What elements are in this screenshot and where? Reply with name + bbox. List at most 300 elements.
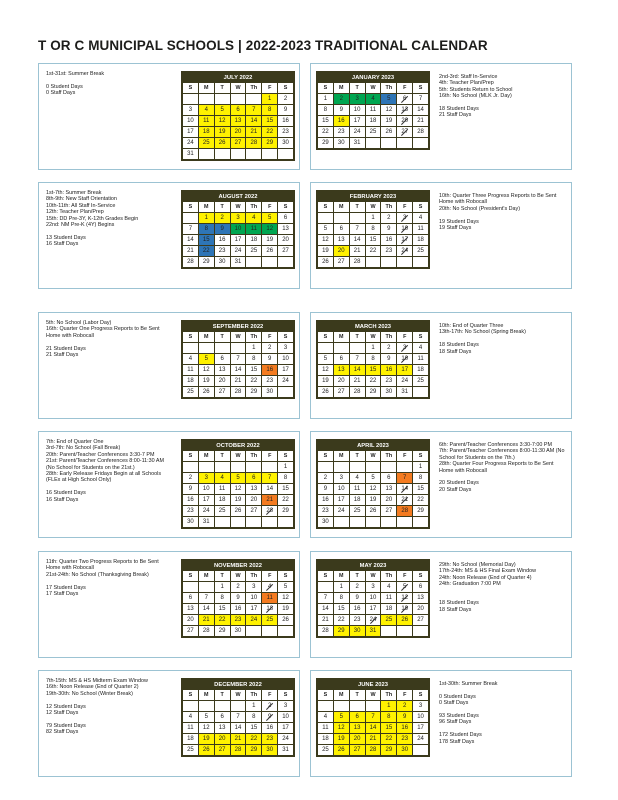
day-cell: 9 [262,354,277,364]
day-cell: 17 [334,495,349,505]
month-notes [439,681,567,745]
day-cell: 18 [381,604,396,614]
day-cell: 12 [262,224,277,234]
day-cell: 18 [215,495,230,505]
day-cell: 15 [318,116,333,126]
day-cell: 14 [318,604,333,614]
month-panel-july [38,63,300,170]
day-cell: 9 [183,484,198,494]
weekday-header: S [278,202,293,212]
note-line: 28th: Early Release Fridays Begin at all Schools (FLEx at High School Only) [46,471,162,484]
day-cell: 27 [381,506,396,516]
day-cell: 10 [350,105,365,115]
weekday-header: W [366,690,381,700]
month-panel-november [38,551,300,658]
day-cell: 19 [397,604,412,614]
day-cell: 1 [366,213,381,223]
month-title: NOVEMBER 2022 [213,563,262,569]
day-cell: 15 [199,235,214,245]
day-cell [381,257,396,267]
note-line: 7th-15th: MS & HS Midterm Exam Window [46,678,148,684]
note-line: 10th: End of Quarter Three [439,323,504,329]
day-cell: 8 [246,712,261,722]
day-cell: 16 [262,365,277,375]
note-line: 12th: Teacher Plan/Prep [46,209,104,216]
day-cell: 26 [334,745,349,755]
weekday-header: W [366,332,381,342]
day-grid [183,690,293,755]
day-cell: 27 [278,246,293,256]
note-line: 13th-17th: No School (Spring Break) [439,329,526,336]
weekday-header: Th [246,451,261,461]
day-cell: 19 [366,495,381,505]
day-cell [334,701,349,711]
day-cell: 26 [366,506,381,516]
month-panel-january [310,63,572,170]
day-cell: 15 [278,484,293,494]
weekday-header: M [334,202,349,212]
day-cell: 9 [278,105,293,115]
day-cell: 30 [262,387,277,397]
day-cell: 13 [334,365,349,375]
day-cell: 29 [381,745,396,755]
day-grid [183,202,293,267]
note-line: 21 Student Days [46,345,86,352]
day-cell: 2 [381,343,396,353]
note-line: 4th: Teacher Plan/Prep [439,80,494,87]
weekday-header: S [278,451,293,461]
day-cell: 12 [215,116,230,126]
day-cell: 14 [231,723,246,733]
day-cell: 10 [397,354,412,364]
weekday-header: M [199,571,214,581]
day-cell: 25 [381,615,396,625]
weekday-header: W [231,451,246,461]
note-line: 20 Student Days [439,480,479,487]
day-cell: 14 [397,484,412,494]
note-line: 21st-24th: No School (Thanksgiving Break) [46,571,149,578]
note-line: 24th: Noon Release (End of Quarter 4) [439,574,532,581]
note-line: 7th: Parent/Teacher Conferences 8:00-11:30 AM (No School for Students on the 7th.) [439,448,565,461]
day-cell [231,701,246,711]
day-cell: 3 [199,473,214,483]
day-cell: 3 [350,94,365,104]
day-cell: 15 [262,116,277,126]
day-cell: 16 [318,495,333,505]
day-cell [366,138,381,148]
note-line: 16th: No School (MLK Jr. Day) [439,93,512,100]
day-cell [183,462,198,472]
month-title: DECEMBER 2022 [214,682,262,688]
note-line: 19 Staff Days [439,225,472,232]
day-cell: 3 [278,701,293,711]
day-cell: 5 [215,105,230,115]
day-cell: 18 [246,235,261,245]
day-cell [231,94,246,104]
day-cell: 9 [262,712,277,722]
weekday-header: W [231,83,246,93]
day-cell: 10 [334,484,349,494]
day-cell [183,213,198,223]
month-calendar [181,678,295,757]
day-cell: 1 [246,343,261,353]
day-cell: 20 [183,615,198,625]
day-cell: 23 [278,127,293,137]
weekday-header: S [183,451,198,461]
day-cell: 15 [413,484,428,494]
day-cell [334,462,349,472]
day-cell: 2 [334,94,349,104]
note-line: 82 Staff Days [46,729,79,736]
day-cell: 2 [262,343,277,353]
weekday-header: F [397,571,412,581]
month-title: OCTOBER 2022 [216,443,260,449]
note-line: 3rd-7th: No School (Fall Break) [46,445,121,452]
note-line: 17 Student Days [46,584,86,591]
weekday-header: T [350,571,365,581]
note-line: 178 Staff Days [439,738,475,745]
note-line: 21 Staff Days [46,352,79,359]
day-cell: 6 [397,94,412,104]
day-cell [246,149,261,159]
note-line: 7th: End of Quarter One [46,439,104,445]
day-cell: 14 [262,484,277,494]
note-line: 10th-11th: All Staff In-Service [46,202,116,209]
weekday-header: Th [246,83,261,93]
day-cell [381,138,396,148]
note-line: 12 Student Days [46,703,86,710]
day-cell: 25 [350,506,365,516]
day-cell: 11 [413,354,428,364]
day-cell: 11 [318,723,333,733]
note-line: 17 Staff Days [46,591,79,598]
day-cell: 26 [215,138,230,148]
month-calendar [316,559,430,638]
day-cell: 10 [183,116,198,126]
day-cell: 24 [334,506,349,516]
day-cell: 5 [366,473,381,483]
day-cell: 30 [262,745,277,755]
day-cell: 15 [381,723,396,733]
day-cell: 6 [413,582,428,592]
month-notes [439,323,567,355]
day-cell: 31 [278,745,293,755]
day-cell: 23 [231,615,246,625]
day-cell: 20 [246,495,261,505]
weekday-header: T [350,83,365,93]
day-cell: 8 [278,473,293,483]
note-line: 172 Student Days [439,732,482,739]
day-cell: 16 [262,723,277,733]
weekday-header: S [278,571,293,581]
day-cell: 11 [262,593,277,603]
weekday-header: M [199,202,214,212]
day-cell: 10 [231,224,246,234]
day-cell: 1 [199,213,214,223]
weekday-header: W [231,332,246,342]
note-line: 21st: Parent/Teacher Conferences 8:00-11:30 AM (No School for Students on the 21st.) [46,458,164,471]
day-grid [183,571,293,636]
day-cell: 7 [350,354,365,364]
day-cell: 15 [366,365,381,375]
weekday-header: S [413,332,428,342]
day-cell: 27 [215,387,230,397]
day-cell [231,517,246,527]
weekday-header: M [199,83,214,93]
day-cell [215,149,230,159]
day-cell: 22 [199,246,214,256]
day-cell: 14 [231,365,246,375]
day-cell: 10 [278,712,293,722]
day-cell: 24 [366,615,381,625]
day-cell: 22 [366,246,381,256]
day-cell: 31 [183,149,198,159]
day-cell: 2 [231,582,246,592]
day-cell: 21 [413,116,428,126]
month-calendar [181,439,295,529]
day-cell: 28 [350,257,365,267]
weekday-header: F [262,451,277,461]
day-cell [334,517,349,527]
weekday-header: S [183,83,198,93]
weekday-header: S [318,332,333,342]
day-cell [199,94,214,104]
day-cell: 19 [262,235,277,245]
day-cell: 29 [246,387,261,397]
day-cell: 30 [397,745,412,755]
day-cell: 1 [246,701,261,711]
day-cell: 22 [246,376,261,386]
day-cell [215,701,230,711]
day-cell: 21 [183,246,198,256]
day-cell [334,213,349,223]
day-cell [231,462,246,472]
day-cell: 13 [246,484,261,494]
day-cell: 8 [318,105,333,115]
day-cell: 28 [318,626,333,636]
day-cell: 6 [278,213,293,223]
note-line: 1st-30th: Summer Break [439,681,498,687]
note-line: 22nd: NM Pre-K (4Y) Begins [46,222,115,229]
day-cell: 26 [381,127,396,137]
note-line: 20th: Parent/Teacher Conferences 3:30-7 PM [46,451,155,458]
day-cell: 24 [278,734,293,744]
day-grid [183,83,293,159]
day-cell: 11 [366,105,381,115]
day-cell: 23 [262,734,277,744]
day-cell: 5 [397,582,412,592]
note-line: 0 Staff Days [46,90,76,97]
day-cell: 11 [183,365,198,375]
day-cell: 24 [397,376,412,386]
day-cell: 24 [413,734,428,744]
day-cell: 29 [334,626,349,636]
day-cell: 21 [318,615,333,625]
day-cell: 11 [215,484,230,494]
day-cell: 25 [413,376,428,386]
day-cell: 6 [381,473,396,483]
day-cell: 8 [334,593,349,603]
day-cell: 27 [231,138,246,148]
weekday-header: W [366,202,381,212]
month-title: JANUARY 2023 [351,75,395,81]
day-cell: 17 [231,235,246,245]
day-cell: 1 [381,701,396,711]
day-cell: 21 [350,246,365,256]
month-calendar [316,320,430,399]
day-cell: 25 [199,138,214,148]
note-line: 6th: Parent/Teacher Conferences 3:30-7:00 PM [439,442,552,448]
day-cell: 17 [397,235,412,245]
weekday-header: T [350,332,365,342]
weekday-header: Th [381,571,396,581]
day-cell [318,582,333,592]
day-cell: 12 [381,105,396,115]
day-cell: 16 [334,116,349,126]
weekday-header: Th [381,83,396,93]
month-title: MAY 2023 [359,563,387,569]
month-title: JUNE 2023 [358,682,388,688]
day-cell: 25 [318,745,333,755]
day-cell: 28 [413,127,428,137]
day-cell: 26 [318,387,333,397]
weekday-header: T [215,202,230,212]
weekday-header: M [334,571,349,581]
day-cell [413,387,428,397]
month-title: AUGUST 2022 [218,194,258,200]
day-cell: 12 [318,235,333,245]
day-cell: 16 [397,723,412,733]
day-cell: 9 [231,593,246,603]
day-cell: 17 [413,723,428,733]
day-cell [278,149,293,159]
month-calendar [316,190,430,269]
weekday-header: S [413,571,428,581]
day-cell: 28 [366,745,381,755]
day-cell: 3 [246,582,261,592]
weekday-header: T [215,690,230,700]
day-cell: 21 [350,376,365,386]
day-cell: 28 [262,506,277,516]
day-cell [413,517,428,527]
day-cell: 15 [246,365,261,375]
note-line: 19 Student Days [439,218,479,225]
day-cell: 12 [231,484,246,494]
day-cell: 21 [246,127,261,137]
day-cell: 14 [413,105,428,115]
day-cell [318,701,333,711]
day-cell [278,387,293,397]
day-cell: 27 [413,615,428,625]
day-cell: 30 [278,138,293,148]
day-cell: 10 [199,484,214,494]
day-cell: 3 [413,701,428,711]
note-line: 18 Staff Days [439,348,472,355]
day-cell [278,517,293,527]
month-notes [439,562,567,613]
day-cell: 24 [199,506,214,516]
day-cell [381,626,396,636]
day-cell [366,701,381,711]
day-cell: 9 [397,712,412,722]
weekday-header: S [413,451,428,461]
weekday-header: Th [246,202,261,212]
month-panel-august [38,182,300,289]
day-cell: 22 [278,495,293,505]
note-line: 1st-31st: Summer Break [46,71,105,77]
month-panel-september [38,312,300,419]
note-line: 16 Student Days [46,490,86,497]
day-cell: 7 [231,354,246,364]
day-cell: 18 [183,734,198,744]
day-cell: 28 [246,138,261,148]
note-line: 0 Student Days [439,693,476,700]
day-cell: 2 [183,473,198,483]
day-cell [413,626,428,636]
weekday-header: Th [381,202,396,212]
day-cell: 19 [199,376,214,386]
day-cell: 12 [199,365,214,375]
day-cell: 19 [231,495,246,505]
weekday-header: W [366,83,381,93]
day-cell [318,343,333,353]
day-cell: 25 [413,246,428,256]
weekday-header: W [231,690,246,700]
day-cell: 26 [199,387,214,397]
note-line: 20th: No School (President's Day) [439,205,521,212]
day-cell [246,462,261,472]
weekday-header: T [350,202,365,212]
day-cell: 10 [397,224,412,234]
day-cell [413,138,428,148]
note-line: 11th: Quarter Two Progress Reports to Be Sent Home with Robocall [46,559,159,572]
day-cell: 14 [183,235,198,245]
day-cell: 16 [350,604,365,614]
day-cell: 29 [318,138,333,148]
month-notes [46,320,174,358]
day-cell [350,517,365,527]
day-cell: 5 [334,712,349,722]
weekday-header: S [183,202,198,212]
note-line: 29th: No School (Memorial Day) [439,562,516,568]
weekday-header: M [334,451,349,461]
day-cell: 18 [262,604,277,614]
day-grid [183,451,293,527]
note-line: 15th: DD Pre-3Y, K-12th Grades Begin [46,215,139,222]
day-cell: 20 [334,246,349,256]
weekday-header: F [262,571,277,581]
weekday-header: W [231,202,246,212]
day-cell: 6 [246,473,261,483]
day-cell [413,257,428,267]
note-line: 16 Staff Days [46,496,79,503]
weekday-header: F [397,451,412,461]
day-cell: 7 [397,473,412,483]
day-cell: 13 [350,723,365,733]
day-cell: 20 [381,495,396,505]
day-cell: 2 [350,582,365,592]
day-cell [215,343,230,353]
note-line: 1st-7th: Summer Break [46,190,102,196]
day-cell [381,517,396,527]
weekday-header: F [397,83,412,93]
day-cell: 20 [278,235,293,245]
day-cell: 18 [318,734,333,744]
note-line: 10th: Quarter Three Progress Reports to Be Sent Home with Robocall [439,193,557,206]
day-cell: 4 [413,343,428,353]
day-grid [318,571,428,636]
day-cell [262,517,277,527]
